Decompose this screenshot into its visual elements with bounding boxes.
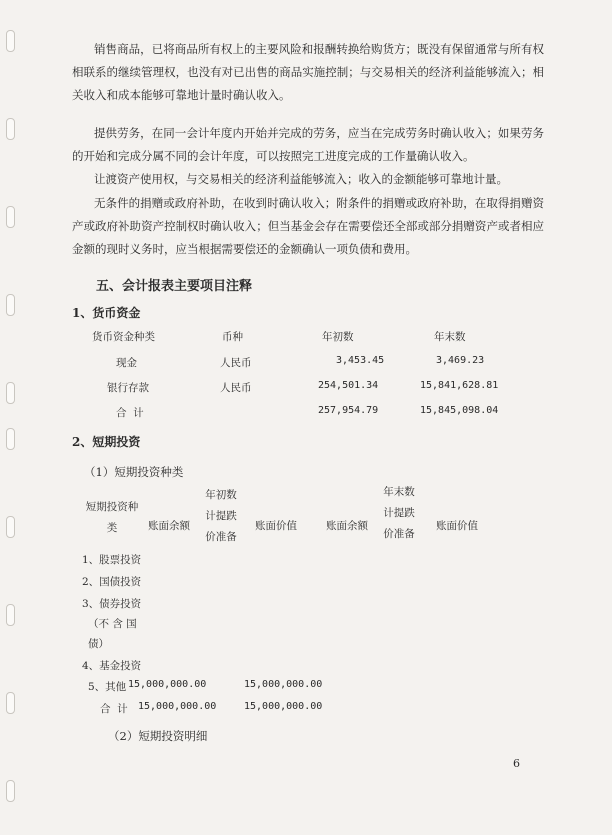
cash-row-begin: 3,453.45 [336,355,385,366]
st-row-funds: 4、基金投资 [82,660,142,672]
paragraph-donation-revenue: 无条件的捐赠或政府补助，在收到时确认收入；附条件的捐赠或政府补助，在取得捐赠资产或政府补助资产控制权时确认收入；但当基金会存在需要偿还全部或部分捐赠资产或者相应金额的现时义务时，应当根据需要偿还的金额确认一项负债和费用。 [72,196,544,256]
cash-header-begin: 年初数 [322,331,354,343]
st-other-value: 15,000,000.00 [244,679,323,690]
st-row-other: 5、其他 [88,681,127,693]
st-header-end-provision: 年末数 计提跌 价准备 [383,486,415,540]
binder-hole [6,516,15,538]
st-other-balance: 15,000,000.00 [128,679,207,690]
st-header-end-balance: 账面余额 [326,520,368,532]
binder-hole [6,428,15,450]
cash-heading: 1、货币资金 [72,306,141,320]
short-term-sub1: （1）短期投资种类 [84,465,184,479]
binder-hole [6,780,15,802]
st-total-balance: 15,000,000.00 [138,701,217,712]
cash-row-end: 3,469.23 [436,355,485,366]
binder-hole [6,30,15,52]
cash-row-label: 现金 [116,357,137,369]
section-title: 五、会计报表主要项目注释 [96,279,253,294]
st-header-begin-provision: 年初数 计提跌 价准备 [205,489,237,543]
st-row-bonds-note: （不 含 国 [88,618,137,630]
st-row-stocks: 1、股票投资 [82,554,142,566]
st-row-treasury: 2、国债投资 [82,576,142,588]
page-number: 6 [513,757,520,770]
cash-total-begin: 257,954.79 [318,405,379,416]
st-header-type: 短期投资种 类 [85,501,139,534]
cash-total-end: 15,845,098.04 [420,405,499,416]
binder-hole [6,692,15,714]
binder-hole [6,382,15,404]
cash-row-currency: 人民币 [220,382,252,394]
cash-total-label: 合 计 [116,407,144,419]
st-header-begin-balance: 账面余额 [148,520,190,532]
paragraph-sales-revenue: 销售商品，已将商品所有权上的主要风险和报酬转换给购货方；既没有保留通常与所有权相联系的继续管理权，也没有对已出售的商品实施控制；与交易相关的经济利益能够流入；相关收入和成本能够可靠地计量时确认收入。 [72,42,544,102]
cash-row-end: 15,841,628.81 [420,380,499,391]
short-term-sub2: （2）短期投资明细 [108,729,208,743]
cash-row-label: 银行存款 [107,382,149,394]
cash-header-type: 货币资金种类 [92,331,155,343]
cash-header-currency: 币种 [222,331,243,343]
cash-row-begin: 254,501.34 [318,380,379,391]
st-row-bonds: 3、债券投资 [82,598,142,610]
st-total-value: 15,000,000.00 [244,701,323,712]
binder-hole [6,206,15,228]
st-header-end-value: 账面价值 [436,520,478,532]
cash-row-currency: 人民币 [220,357,252,369]
short-term-heading: 2、短期投资 [72,435,141,449]
paragraph-asset-use-revenue: 让渡资产使用权，与交易相关的经济利益能够流入；收入的金额能够可靠地计量。 [94,172,508,186]
st-header-begin-value: 账面价值 [255,520,297,532]
paragraph-service-revenue: 提供劳务，在同一会计年度内开始并完成的劳务，应当在完成劳务时确认收入；如果劳务的开始和完成分属不同的会计年度，可以按照完工进度完成的工作量确认收入。 [72,126,544,163]
binder-hole [6,118,15,140]
binder-hole [6,604,15,626]
st-row-bonds-note-end: 债） [88,638,109,650]
st-total-label: 合 计 [100,703,128,715]
binder-hole [6,294,15,316]
cash-header-end: 年末数 [434,331,466,343]
